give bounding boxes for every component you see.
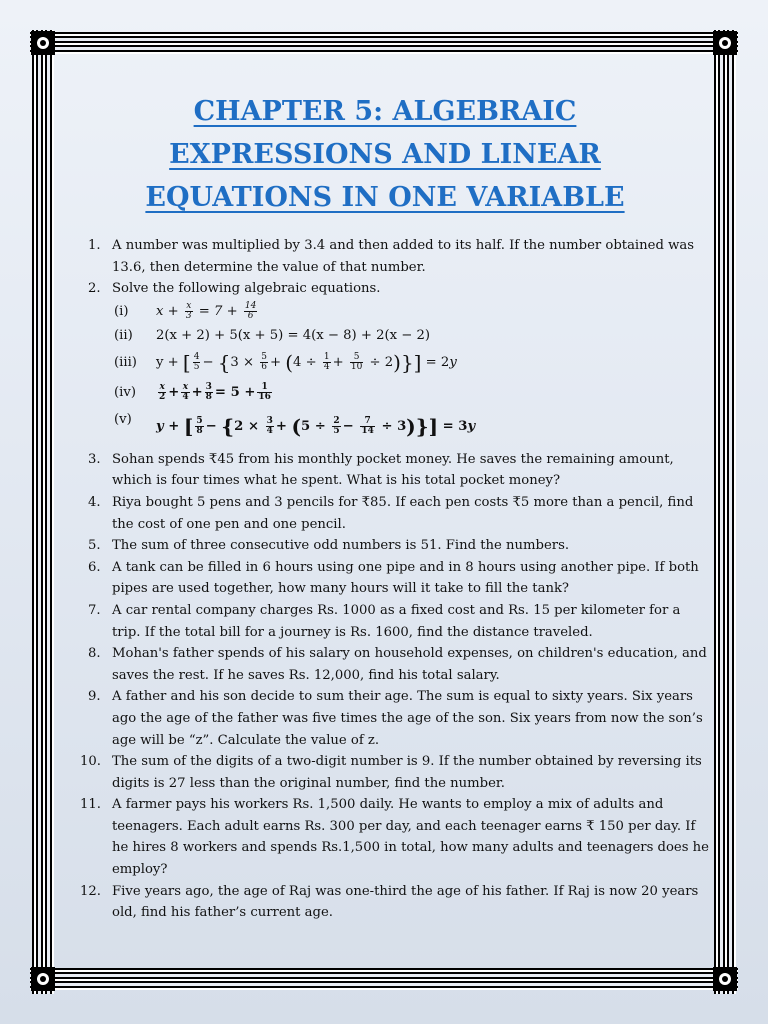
frame-right [714, 30, 736, 994]
question-number: 9. [88, 689, 101, 705]
title-line-1: CHAPTER 5: ALGEBRAIC [193, 96, 577, 127]
question-number: 12. [80, 883, 101, 899]
question-2 [60, 278, 710, 300]
sub-item-label: (iii) [114, 354, 137, 370]
equation-i: x + $\frac{x}{3}$ = 7 + $\frac{14}{6}$ [156, 300, 257, 321]
question-text: Five years ago, the age of Raj was one-third the age of his father. If Raj is now 20 years old, find his father’s current age. [112, 883, 699, 921]
question-text: A father and his son decide to sum their age. The sum is equal to sixty years. Six years ago the age of the father was five times the age of the son. Six years from now the son’s age will be “z”. Calculate the value of z. [112, 689, 703, 748]
question-text: Sohan spends ₹45 from his monthly pocket money. He saves the remaining amount, which is four times what he spent. What is his total pocket money? [112, 451, 674, 489]
question-12 [60, 881, 710, 924]
frame-top [30, 32, 738, 54]
equation-v: y + [ $\frac{5}{8}$ − {2 × $\frac{3}{4}$ + (5 ÷ $\frac{2}{5}$ − $\frac{7}{14}$ ÷ 3)}] = 3y [156, 414, 476, 439]
question-8 [60, 643, 710, 686]
frame-left [32, 30, 54, 994]
question-number: 6. [88, 559, 101, 575]
frame-corner-bottom-left [31, 967, 55, 991]
question-5 [60, 535, 710, 557]
question-10 [60, 751, 710, 794]
title-line-2: EXPRESSIONS AND LINEAR [169, 139, 601, 170]
question-text: Solve the following algebraic equations. [112, 281, 381, 297]
sub-item-i [60, 300, 710, 324]
question-text: A number was multiplied by 3.4 and then added to its half. If the number obtained was 13.6, then determine the value of that number. [112, 238, 695, 275]
equation-iii: y + [ $\frac{4}{5}$ − {3 × $\frac{5}{6}$ + (4 ÷ $\frac{1}{4}$ + $\frac{5}{10}$ ÷ 2)}] = 2y [156, 350, 457, 375]
question-number: 7. [88, 602, 101, 618]
question-number: 2. [88, 281, 101, 297]
title-line-3: EQUATIONS IN ONE VARIABLE [145, 182, 625, 213]
page-title [60, 90, 710, 219]
equation-ii: 2(x + 2) + 5(x + 5) = 4(x − 8) + 2(x − 2) [156, 327, 431, 343]
frame-corner-top-right [713, 31, 737, 55]
question-number: 11. [80, 797, 101, 813]
question-text: The sum of the digits of a two-digit number is 9. If the number obtained by reversing its digits is 27 less than the original number, find the number. [112, 754, 702, 791]
equation-iv: $\frac{x}{2}$ + $\frac{x}{4}$ + $\frac{3}{8}$ = 5 + $\frac{1}{16}$ [159, 382, 271, 403]
question-3 [60, 449, 710, 492]
question-text: The sum of three consecutive odd numbers is 51. Find the numbers. [112, 538, 570, 554]
question-6 [60, 557, 710, 600]
sub-item-label: (i) [114, 303, 129, 319]
sub-item-v [60, 408, 710, 445]
question-7 [60, 600, 710, 643]
sub-item-ii [60, 324, 710, 348]
sub-item-label: (iv) [114, 385, 136, 401]
question-4 [60, 492, 710, 535]
frame-bottom [30, 968, 738, 990]
frame-corner-bottom-right [713, 967, 737, 991]
question-number: 4. [88, 494, 101, 510]
question-number: 5. [88, 538, 101, 554]
sub-item-label: (v) [114, 412, 132, 428]
sub-item-label: (ii) [114, 327, 133, 343]
question-9 [60, 686, 710, 751]
frame-corner-top-left [31, 31, 55, 55]
question-text: A farmer pays his workers Rs. 1,500 daily. He wants to employ a mix of adults and teenagers. Each adult earns Rs. 300 per day, and each teenager earns ₹ 150 per day. If he hires 8 workers and spends Rs.1,500 in total, how many adults and teenagers does he employ? [112, 797, 709, 878]
question-1 [60, 235, 710, 278]
question-number: 10. [80, 754, 101, 770]
question-text: Mohan's father spends of his salary on household expenses, on children's education, and saves the rest. If he saves Rs. 12,000, find his total salary. [112, 646, 707, 683]
question-number: 8. [88, 646, 101, 662]
sub-item-iii [60, 348, 710, 379]
sub-item-iv [60, 378, 710, 408]
worksheet-content [60, 80, 710, 924]
question-text: A car rental company charges Rs. 1000 as a fixed cost and Rs. 15 per kilometer for a trip. If the total bill for a journey is Rs. 1600, find the distance traveled. [112, 602, 681, 640]
question-number: 1. [88, 238, 101, 253]
question-text: A tank can be filled in 6 hours using one pipe and in 8 hours using another pipe. If both pipes are used together, how many hours will it take to fill the tank? [112, 559, 699, 597]
question-11 [60, 794, 710, 880]
question-number: 3. [88, 451, 101, 467]
question-text: Riya bought 5 pens and 3 pencils for ₹85. If each pen costs ₹5 more than a pencil, find the cost of one pen and one pencil. [112, 494, 694, 532]
